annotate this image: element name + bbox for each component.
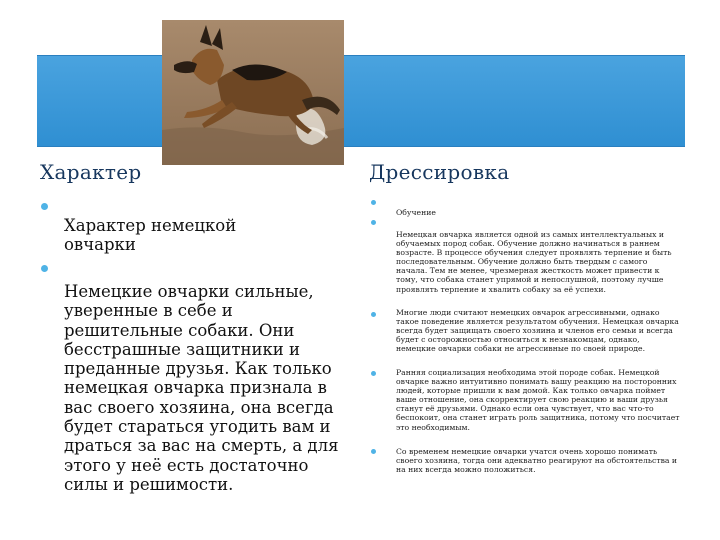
bullet bbox=[371, 371, 376, 376]
bullet bbox=[371, 200, 376, 205]
bullet bbox=[41, 203, 48, 210]
training-paragraph: Немецкая овчарка является одной из самых интеллектуальных и обучаемых пород собак. Обучение должно начинаться в раннем возрасте. В процессе обучения следует проявлять терпение и быть последовательным. Обучение должно быть твердым с самого начала. Тем не менее, чрезмерная жесткость может привести к тому, что собака станет упрямой и непослушной, поэтому лучше проявлять терпение и хвалить собаку за её успехи. bbox=[396, 230, 672, 294]
training-paragraph: Многие люди считают немецких овчарок агрессивными, однако такое поведение является результатом обучения. Немецкая овчарка всегда будет защищать своего хозяина и членов его семьи и всегда будет с осторожностью относиться к незнакомцам, однако, немецкие овчарки собаки не агрессивные по своей природе. bbox=[396, 308, 679, 354]
bullet bbox=[41, 265, 48, 272]
character-body: Немецкие овчарки сильные, уверенные в себе и решительные собаки. Они бесстрашные защитники и преданные друзья. Как только немецкая овчарка признала в вас своего хозяина, она всегда будет стараться угодить вам и драться за вас на смерть, а для этого у неё есть достаточно силы и решимости. bbox=[64, 282, 339, 494]
bullet bbox=[371, 312, 376, 317]
training-title: Обучение bbox=[396, 208, 436, 217]
character-subheading: Характер немецкой овчарки bbox=[64, 216, 237, 255]
training-paragraph: Ранняя социализация необходима этой породе собак. Немецкой овчарке важно интуитивно понимать вашу реакцию на посторонних людей, которые пришли к вам домой. Как только овчарка поймет ваше отношение, она скорректирует свою реакцию и ваши друзья станут её друзьями. Однако если она чувствует, что вас что-то беспокоит, она станет играть роль защитника, потому что посчитает это необходимым. bbox=[396, 368, 680, 432]
dog-photo bbox=[162, 20, 344, 165]
bullet bbox=[371, 220, 376, 225]
character-heading: Характер bbox=[40, 160, 142, 184]
training-heading: Дрессировка bbox=[369, 160, 510, 184]
title-banner bbox=[37, 55, 685, 147]
training-paragraph: Со временем немецкие овчарки учатся очень хорошо понимать своего хозяина, тогда они адекватно реагируют на обстоятельства и на них всегда можно положиться. bbox=[396, 447, 678, 475]
bullet bbox=[371, 449, 376, 454]
